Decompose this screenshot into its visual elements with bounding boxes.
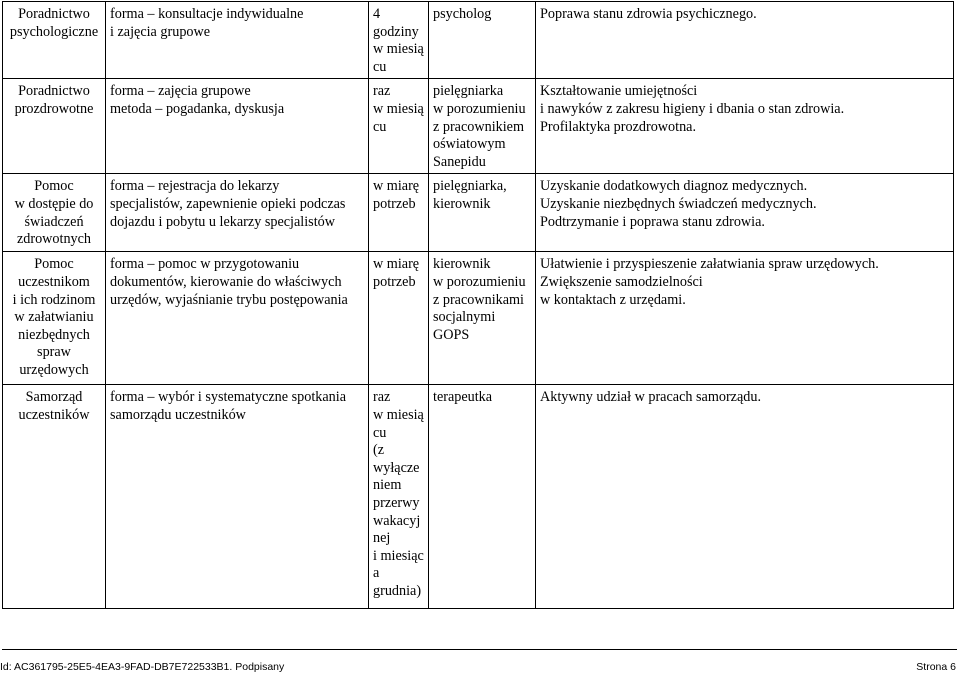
text-line: w porozumieniu <box>433 273 526 290</box>
text-line: kierownik <box>433 256 491 273</box>
text-line: z pracownikami <box>433 291 524 308</box>
cell-area <box>3 79 106 174</box>
text-line: nej <box>373 530 391 547</box>
cell-area <box>3 385 106 609</box>
text-line: zdrowotnych <box>16 231 92 248</box>
text-line: i nawyków z zakresu higieny i dbania o stan zdrowia. <box>540 100 845 117</box>
cell-responsible <box>429 385 536 609</box>
text-line: forma – pomoc w przygotowaniu <box>110 256 300 273</box>
text-line: z pracownikiem <box>433 118 524 135</box>
cell-method <box>106 79 369 174</box>
text-line: Aktywny udział w pracach samorządu. <box>540 389 762 406</box>
text-line: psychologiczne <box>9 23 99 40</box>
text-line: metoda – pogadanka, dyskusja <box>110 100 285 117</box>
text-line: wyłącze <box>373 459 420 476</box>
text-line: a <box>373 565 380 582</box>
document-id: Id: AC361795-25E5-4EA3-9FAD-DB7E722533B1. Podpisany <box>0 661 285 673</box>
cell-area <box>3 174 106 252</box>
text-line: forma – wybór i systematyczne spotkania <box>110 389 346 406</box>
text-line: Uzyskanie niezbędnych świadczeń medycznych. <box>540 195 817 212</box>
text-line: przerwy <box>373 494 420 511</box>
text-line: Sanepidu <box>433 153 486 170</box>
cell-frequency <box>369 2 429 79</box>
text-line: w porozumieniu <box>433 100 526 117</box>
cell-result <box>536 252 954 385</box>
text-line: Uzyskanie dodatkowych diagnoz medycznych. <box>540 178 808 195</box>
text-line: grudnia) <box>373 582 422 599</box>
text-line: w miarę <box>373 256 420 273</box>
text-line: urzędowych <box>19 361 89 378</box>
text-line: Kształtowanie umiejętności <box>540 83 698 100</box>
text-line: w miarę <box>373 178 420 195</box>
activities-table <box>2 1 954 609</box>
text-line: psycholog <box>433 6 492 22</box>
text-line: w miesią <box>373 406 424 423</box>
cell-responsible <box>429 79 536 174</box>
text-line: cu <box>373 58 387 75</box>
text-line: 4 <box>373 6 381 22</box>
text-line: Podtrzymanie i poprawa stanu zdrowia. <box>540 213 765 230</box>
cell-responsible <box>429 2 536 79</box>
text-line: cu <box>373 424 387 441</box>
text-line: (z <box>373 442 385 459</box>
text-line: uczestnikom <box>18 273 90 290</box>
cell-method <box>106 174 369 252</box>
text-line: w miesią <box>373 100 424 117</box>
table-row <box>3 385 954 609</box>
cell-method <box>106 385 369 609</box>
table-row <box>3 2 954 79</box>
text-line: godziny <box>373 23 419 40</box>
text-line: forma – rejestracja do lekarzy <box>110 178 280 195</box>
page-number: Strona 6 <box>916 661 956 673</box>
cell-result <box>536 2 954 79</box>
cell-method <box>106 2 369 79</box>
text-line: terapeutka <box>433 389 493 406</box>
cell-result <box>536 174 954 252</box>
text-line: pielęgniarka, <box>433 178 507 195</box>
text-line: w załatwianiu <box>14 309 94 326</box>
text-line: raz <box>373 83 391 100</box>
text-line: potrzeb <box>373 195 416 212</box>
cell-responsible <box>429 174 536 252</box>
text-line: raz <box>373 389 391 406</box>
table-row <box>3 174 954 252</box>
text-line: samorządu uczestników <box>110 406 246 423</box>
text-line: potrzeb <box>373 273 416 290</box>
text-line: GOPS <box>433 326 470 343</box>
text-line: Samorząd <box>25 389 83 406</box>
text-line: w dostępie do <box>14 195 94 212</box>
text-line: w miesią <box>373 41 424 58</box>
text-line: Poprawa stanu zdrowia psychicznego. <box>540 6 757 22</box>
table-row <box>3 252 954 385</box>
cell-frequency <box>369 252 429 385</box>
text-line: prozdrowotne <box>14 100 94 117</box>
text-line: świadczeń <box>24 213 84 230</box>
footer-rule <box>2 649 957 650</box>
text-line: i miesiąc <box>373 547 424 564</box>
text-line: Zwiększenie samodzielności <box>540 273 703 290</box>
cell-area <box>3 2 106 79</box>
text-line: oświatowym <box>433 136 506 153</box>
text-line: Pomoc <box>34 256 74 273</box>
cell-area <box>3 252 106 385</box>
text-line: cu <box>373 118 387 135</box>
text-line: uczestników <box>18 406 90 423</box>
text-line: dokumentów, kierowanie do właściwych <box>110 273 342 290</box>
text-line: niezbędnych <box>18 326 90 343</box>
text-line: forma – konsultacje indywidualne <box>110 6 304 22</box>
text-line: dojazdu i pobytu u lekarzy specjalistów <box>110 213 335 230</box>
text-line: Poradnictwo <box>18 83 90 100</box>
text-line: Ułatwienie i przyspieszenie załatwiania spraw urzędowych. <box>540 256 879 273</box>
text-line: Poradnictwo <box>18 6 90 22</box>
text-line: spraw <box>37 344 71 361</box>
text-line: urzędów, wyjaśnianie trybu postępowania <box>110 291 348 308</box>
cell-responsible <box>429 252 536 385</box>
cell-result <box>536 385 954 609</box>
text-line: w kontaktach z urzędami. <box>540 291 686 308</box>
cell-frequency <box>369 385 429 609</box>
text-line: Profilaktyka prozdrowotna. <box>540 118 697 135</box>
text-line: Pomoc <box>34 178 74 195</box>
text-line: niem <box>373 477 402 494</box>
text-line: i zajęcia grupowe <box>110 23 211 40</box>
text-line: forma – zajęcia grupowe <box>110 83 251 100</box>
table-row <box>3 79 954 174</box>
text-line: kierownik <box>433 195 491 212</box>
cell-method <box>106 252 369 385</box>
cell-frequency <box>369 79 429 174</box>
cell-result <box>536 79 954 174</box>
text-line: pielęgniarka <box>433 83 504 100</box>
text-line: socjalnymi <box>433 309 496 326</box>
text-line: i ich rodzinom <box>12 291 96 308</box>
text-line: specjalistów, zapewnienie opieki podczas <box>110 195 346 212</box>
text-line: wakacyj <box>373 512 421 529</box>
cell-frequency <box>369 174 429 252</box>
